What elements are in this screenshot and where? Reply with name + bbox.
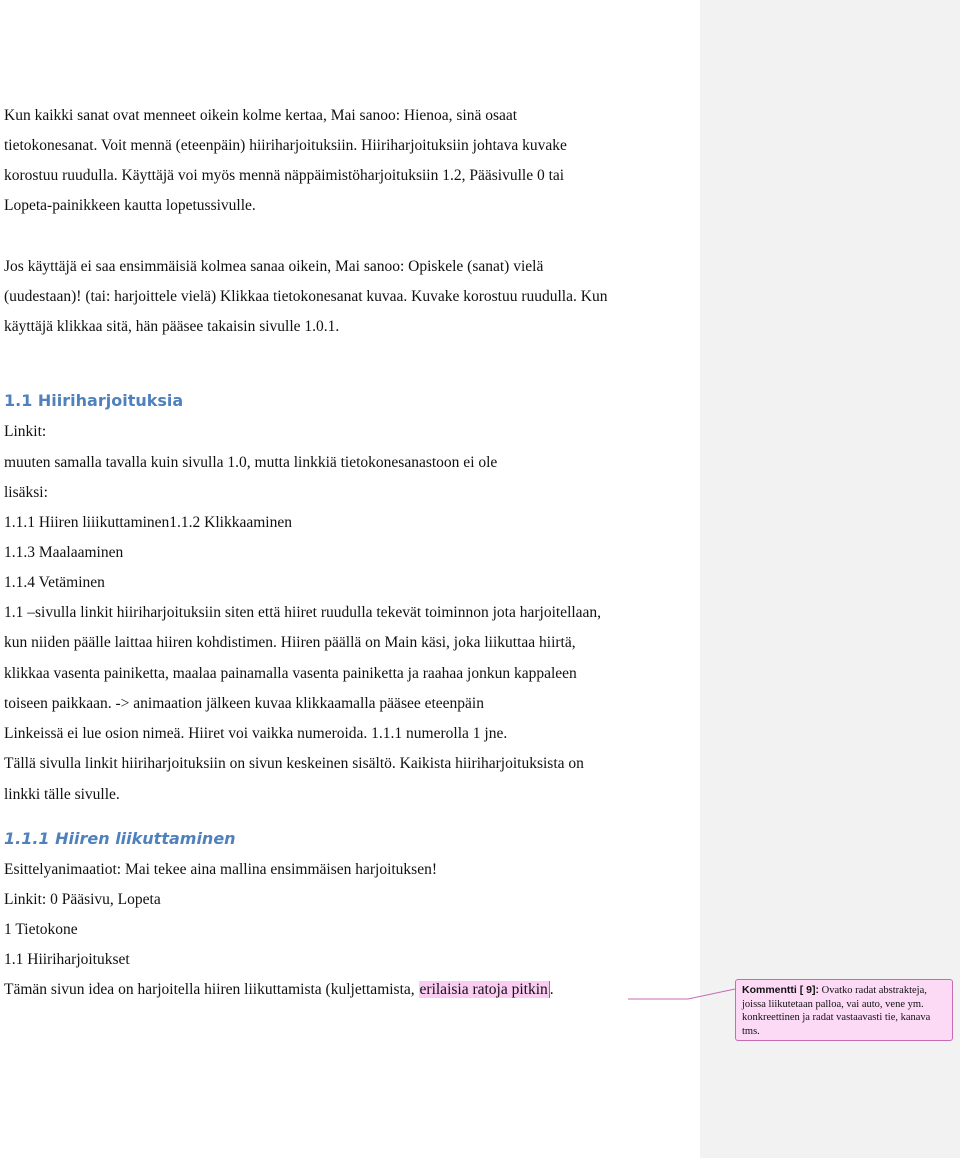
paragraph-line: 1 Tietokone [4, 921, 78, 938]
paragraph-line: Linkit: 0 Pääsivu, Lopeta [4, 891, 161, 908]
paragraph-line: korostuu ruudulla. Käyttäjä voi myös mennä näppäimistöharjoituksiin 1.2, Pääsivulle 0 tai [4, 167, 565, 184]
subsection-heading: 1.1.1 Hiiren liikuttaminen [4, 829, 236, 848]
paragraph-line: 1.1 Hiiriharjoitukset [4, 951, 130, 968]
paragraph-line: klikkaa vasenta painiketta, maalaa painamalla vasenta painiketta ja raahaa jonkun kappaleen [4, 665, 577, 682]
paragraph-line: muuten samalla tavalla kuin sivulla 1.0, mutta linkkiä tietokonesanastoon ei ole [4, 454, 498, 471]
paragraph-line: (uudestaan)! (tai: harjoittele vielä) Klikkaa tietokonesanat kuvaa. Kuvake korostuu ruudulla. Kun [4, 288, 608, 305]
paragraph-line: Esittelyanimaatiot: Mai tekee aina mallina ensimmäisen harjoituksen! [4, 861, 438, 878]
text-run: Tämän sivun idea on harjoitella hiiren liikuttamista (kuljettamista, [4, 981, 419, 998]
paragraph-line: Kun kaikki sanat ovat menneet oikein kolme kertaa, Mai sanoo: Hienoa, sinä osaat [4, 107, 518, 124]
comment-highlight[interactable]: erilaisia ratoja pitkin [419, 981, 548, 998]
paragraph-line: tietokonesanat. Voit mennä (eteenpäin) hiiriharjoituksiin. Hiiriharjoituksiin johtava kuvake [4, 137, 567, 154]
paragraph-line: 1.1.4 Vetäminen [4, 574, 105, 591]
comment-text: Ovatko radat abstrakteja, joissa liikutetaan palloa, vai auto, vene ym. konkreettinen ja radat vastaavasti tie, kanava tms. [742, 985, 931, 1037]
comment-label: Kommentti [ 9]: [742, 984, 819, 996]
paragraph-line-with-comment [4, 980, 554, 1000]
paragraph-line: Linkeissä ei lue osion nimeä. Hiiret voi vaikka numeroida. 1.1.1 numerolla 1 jne. [4, 725, 508, 742]
paragraph-line: lisäksi: [4, 484, 48, 501]
paragraph-line: 1.1.3 Maalaaminen [4, 544, 124, 561]
paragraph-line: Jos käyttäjä ei saa ensimmäisiä kolmea sanaa oikein, Mai sanoo: Opiskele (sanat) vielä [4, 258, 544, 275]
section-heading: 1.1 Hiiriharjoituksia [4, 391, 184, 410]
paragraph-line: Linkit: [4, 423, 47, 440]
paragraph-line: 1.1.1 Hiiren liiikuttaminen1.1.2 Klikkaaminen [4, 514, 292, 531]
paragraph-line: Lopeta-painikkeen kautta lopetussivulle. [4, 197, 256, 214]
paragraph-line: käyttäjä klikkaa sitä, hän pääsee takaisin sivulle 1.0.1. [4, 318, 340, 335]
comment-balloon[interactable] [735, 979, 953, 1041]
paragraph-line: 1.1 –sivulla linkit hiiriharjoituksiin siten että hiiret ruudulla tekevät toiminnon jota harjoitellaan, [4, 604, 602, 621]
paragraph-line: linkki tälle sivulle. [4, 786, 120, 803]
text-run: . [549, 981, 554, 998]
paragraph-line: kun niiden päälle laittaa hiiren kohdistimen. Hiiren päällä on Main käsi, joka liikuttaa hiirtä, [4, 634, 576, 651]
paragraph-line: Tällä sivulla linkit hiiriharjoituksiin on sivun keskeinen sisältö. Kaikista hiiriharjoituksista on [4, 755, 584, 772]
paragraph-line: toiseen paikkaan. -> animaation jälkeen kuvaa klikkaamalla pääsee eteenpäin [4, 695, 484, 712]
